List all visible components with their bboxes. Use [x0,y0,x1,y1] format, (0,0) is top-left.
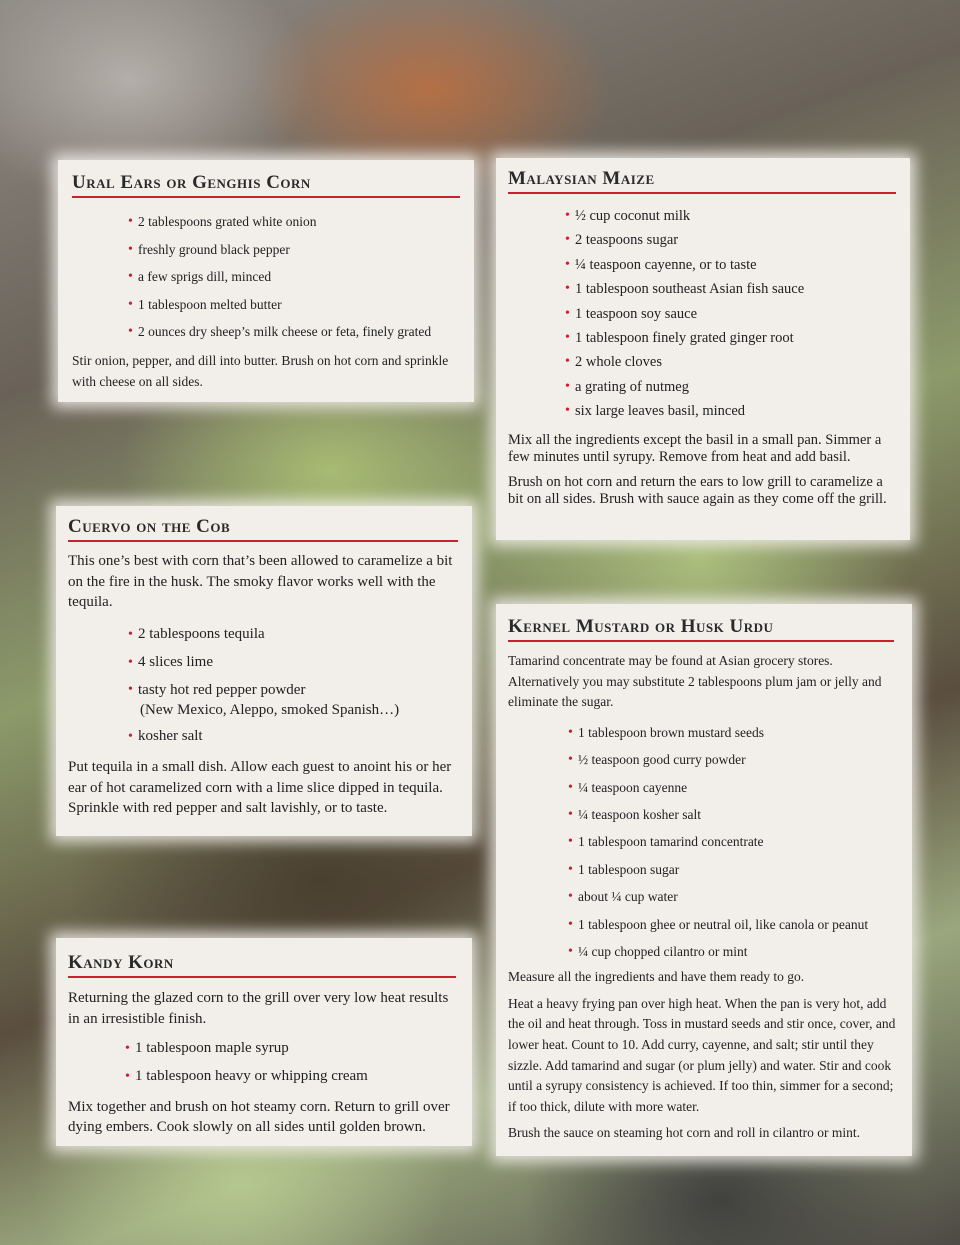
ingredient-item: • 1 teaspoon soy sauce [575,302,898,326]
recipe-directions: Brush on hot corn and return the ears to low grill to caramelize a bit on all sides. Brush with sauce again as they come off the grill. [508,473,887,508]
bullet-icon: • [128,654,133,670]
ingredient-item: • 1 tablespoon melted butter [138,291,460,319]
bullet-icon: • [125,1041,130,1057]
ingredient-note: (New Mexico, Aleppo, smoked Spanish…) [140,702,400,719]
ingredient-item: • 2 tablespoons grated white onion [138,208,460,236]
bullet-icon: • [128,627,133,643]
recipe-card-cuervo-on-the-cob [56,506,472,836]
ingredient-item: • 1 tablespoon sugar [578,856,900,883]
bullet-icon: • [568,779,573,795]
ingredient-item: • 1 tablespoon ghee or neutral oil, like canola or peanut [578,911,900,938]
ingredient-item: • 2 ounces dry sheep’s milk cheese or feta, finely grated [138,318,460,346]
ingredient-item: • ¼ teaspoon kosher salt [578,801,900,828]
ingredient-item: • ½ teaspoon good curry powder [578,746,900,773]
bullet-icon: • [565,354,570,370]
ingredient-list [565,204,898,424]
recipe-directions: Stir onion, pepper, and dill into butter. Brush on hot corn and sprinkle with cheese on all sides. [72,352,449,389]
ingredient-list [568,719,900,966]
bullet-icon: • [568,752,573,768]
recipe-intro: Tamarind concentrate may be found at Asian grocery stores. Alternatively you may substitute 2 tablespoons plum jam or jelly and eliminate the sugar. [508,653,882,710]
ingredient-item: • 1 tablespoon tamarind concentrate [578,828,900,855]
ingredient-item: • 4 slices lime [138,649,458,677]
bullet-icon: • [568,834,573,850]
ingredient-item: • ¼ cup chopped cilantro or mint [578,938,900,965]
bullet-icon: • [568,806,573,822]
ingredient-item: • ¼ teaspoon cayenne, or to taste [575,253,898,277]
ingredient-item: • 2 teaspoons sugar [575,228,898,252]
ingredient-item: • tasty hot red pepper powder (New Mexico, Aleppo, smoked Spanish…) [138,676,458,723]
ingredient-item: • ½ cup coconut milk [575,204,898,228]
bullet-icon: • [128,296,133,312]
bullet-icon: • [568,889,573,905]
recipe-directions: Measure all the ingredients and have them ready to go. [508,969,805,985]
ingredient-item: • 1 tablespoon finely grated ginger root [575,326,898,350]
ingredient-item: • a few sprigs dill, minced [138,263,460,291]
recipe-title: Kandy Korn [68,952,456,978]
bullet-icon: • [565,305,570,321]
bullet-icon: • [568,861,573,877]
bullet-icon: • [128,241,133,257]
bullet-icon: • [565,329,570,345]
recipe-directions: Mix all the ingredients except the basil in a small pan. Simmer a few minutes until syrupy. Remove from heat and add basil. [508,431,882,466]
bullet-icon: • [128,682,133,698]
ingredient-list [128,621,458,751]
recipe-intro: Returning the glazed corn to the grill over very low heat results in an irresistible finish. [68,990,449,1027]
ingredient-item: • freshly ground black pepper [138,236,460,264]
bullet-icon: • [568,724,573,740]
recipe-card-kernel-mustard [496,604,912,1156]
recipe-card-ural-ears [58,160,474,402]
recipe-directions: Mix together and brush on hot steamy corn. Return to grill over dying embers. Cook slowly on all sides until golden brown. [68,1098,450,1136]
ingredient-item: • six large leaves basil, minced [575,399,898,423]
bullet-icon: • [565,403,570,419]
recipe-title: Kernel Mustard or Husk Urdu [508,616,894,642]
bullet-icon: • [565,281,570,297]
recipe-directions: Heat a heavy frying pan over high heat. When the pan is very hot, add the oil and heat through. Toss in mustard seeds and stir once, cover, and lower heat. Count to 10. Add curry, cayenne, and salt; stir until they sizzle. Add tamarind and sugar (or plum jelly) and water. Stir and cook until a syrupy consistency is achieved. If too thin, simmer for a second; if too thick, dilute with more water. [508,995,896,1114]
ingredient-list [125,1035,458,1090]
ingredient-item: • 1 tablespoon southeast Asian fish sauce [575,277,898,301]
ingredient-item: • about ¼ cup water [578,883,900,910]
ingredient-item: • 1 tablespoon brown mustard seeds [578,719,900,746]
bullet-icon: • [565,208,570,223]
bullet-icon: • [128,729,133,745]
bullet-icon: • [128,214,133,229]
ingredient-item: • 1 tablespoon maple syrup [135,1035,458,1063]
ingredient-item: • 2 whole cloves [575,350,898,374]
recipe-card-kandy-korn [56,938,472,1146]
recipe-directions: Brush the sauce on steaming hot corn and roll in cilantro or mint. [508,1125,861,1141]
ingredient-item: • 1 tablespoon heavy or whipping cream [135,1063,458,1091]
ingredient-list [128,208,460,346]
bullet-icon: • [565,232,570,248]
ingredient-item: • kosher salt [138,723,458,751]
recipe-title: Cuervo on the Cob [68,516,458,542]
recipe-title: Ural Ears or Genghis Corn [72,172,460,198]
recipe-title: Malaysian Maize [508,168,896,194]
ingredient-item: • a grating of nutmeg [575,375,898,399]
recipe-card-malaysian-maize [496,158,910,540]
bullet-icon: • [565,256,570,272]
bullet-icon: • [568,943,573,959]
bullet-icon: • [128,269,133,285]
ingredient-item: • ¼ teaspoon cayenne [578,774,900,801]
recipe-intro: This one’s best with corn that’s been allowed to caramelize a bit on the fire in the husk. The smoky flavor works well with the tequila. [68,553,453,611]
bullet-icon: • [128,324,133,340]
bullet-icon: • [125,1069,130,1084]
ingredient-item: • 2 tablespoons tequila [138,621,458,649]
recipe-directions: Put tequila in a small dish. Allow each guest to anoint his or her ear of hot caramelized corn with a lime slice dipped in tequila. Sprinkle with red pepper and salt lavishly, or to taste. [68,758,452,817]
bullet-icon: • [568,916,573,932]
bullet-icon: • [565,378,570,394]
